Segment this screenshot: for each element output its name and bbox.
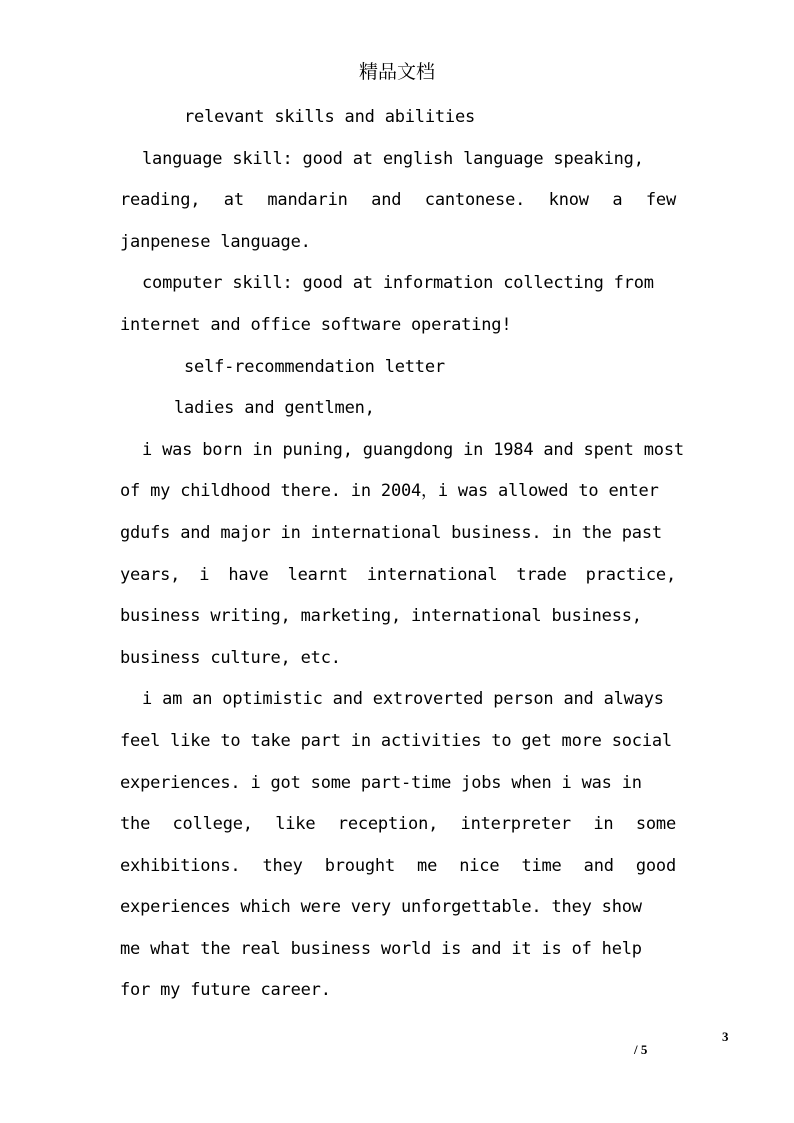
page-total: / 5 (634, 1042, 648, 1057)
document-body (120, 97, 684, 1012)
text-line: computer skill: good at information collecting from (142, 273, 654, 294)
text-line: internet and office software operating! (120, 314, 512, 335)
text-line: i was born in puning, guangdong in 1984 and spent most (142, 439, 684, 460)
text-line: me what the real business world is and it is of help (120, 938, 642, 959)
salutation: ladies and gentlmen, (174, 398, 375, 419)
document-header-title: 精品文档 (358, 61, 435, 83)
text-line: business writing, marketing, international business, (120, 606, 642, 627)
text-line: the college, like reception, interpreter in some (120, 814, 676, 835)
text-line: gdufs and major in international business. in the past (120, 522, 662, 543)
text-line: experiences. i got some part-time jobs when i was in (120, 772, 642, 793)
text-line: reading, at mandarin and cantonese. know a few (120, 190, 676, 211)
text-line: business culture, etc. (120, 647, 341, 668)
section-heading-letter: self-recommendation letter (184, 356, 445, 377)
text-line: janpenese language. (120, 231, 311, 252)
text-line: i am an optimistic and extroverted person and always (142, 689, 664, 710)
text-line: years, i have learnt international trade practice, (120, 564, 676, 585)
text-line: experiences which were very unforgettable. they show (120, 897, 642, 918)
text-line: feel like to take part in activities to get more social (120, 730, 672, 751)
text-line: for my future career. (120, 980, 331, 1001)
page-number: 3 (722, 1029, 729, 1044)
text-line: language skill: good at english language speaking, (142, 148, 644, 169)
text-line: exhibitions. they brought me nice time and good (120, 855, 676, 876)
text-line: of my childhood there. in 2004，i was allowed to enter (120, 481, 659, 502)
section-heading-skills: relevant skills and abilities (184, 107, 476, 127)
